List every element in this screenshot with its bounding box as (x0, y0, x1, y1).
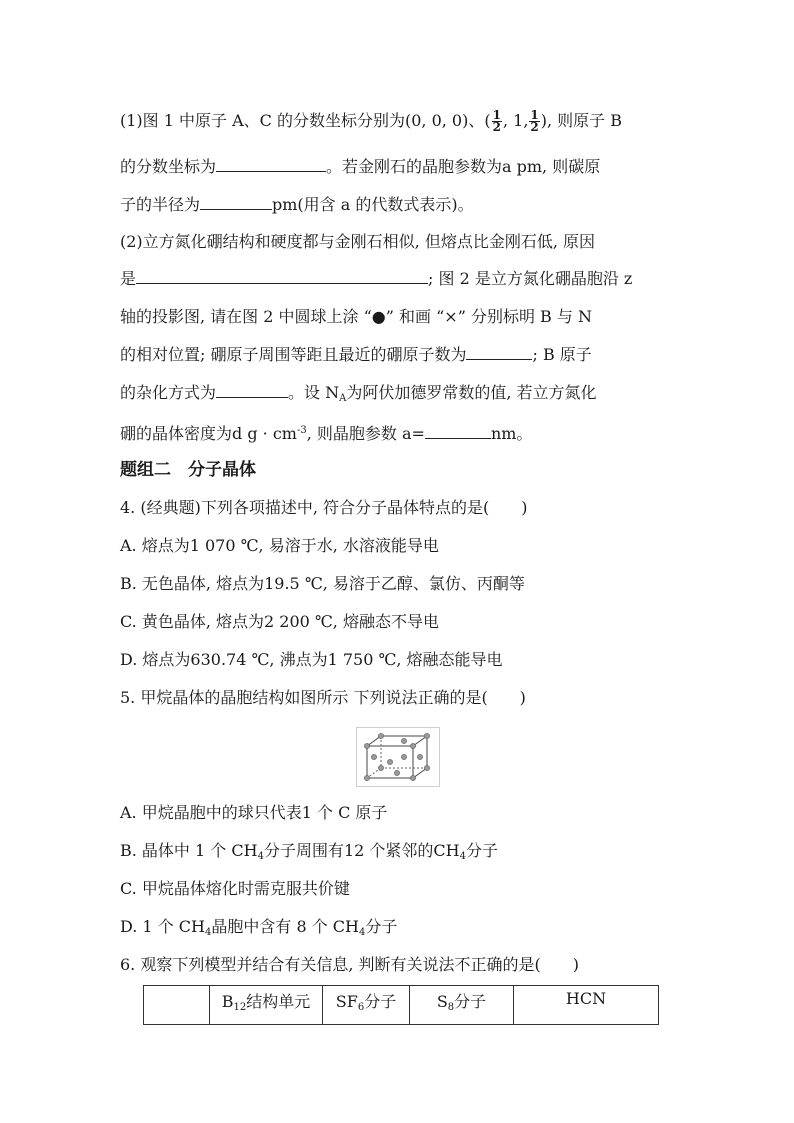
table-row (144, 986, 659, 1025)
q5-option-d[interactable]: D. 1 个 $CH_4$晶胞中含有 8 个 $CH_4$分子 (120, 917, 398, 938)
fraction-half: $\frac{1}{2}$ (530, 108, 539, 134)
q3-p2-line3: 轴的投影图, 请在图 2 中圆球上涂 “●” 和画 “×” 分别标明 B 与 N (120, 307, 592, 326)
q6-model-table (143, 985, 659, 1025)
q5-stem: 5. 甲烷晶体的晶胞结构如图所示 下列说法正确的是( ) (120, 688, 526, 707)
table-header-hcn: HCN (514, 986, 659, 1025)
q4-option-b[interactable]: B. 无色晶体, 熔点为19.5 ℃, 易溶于乙醇、氯仿、丙酮等 (120, 574, 525, 593)
q5-option-c[interactable]: C. 甲烷晶体熔化时需克服共价键 (120, 879, 350, 898)
q3-p2-line4: 的相对位置; 硼原子周围等距且最近的硼原子数为 ; B 原子 (120, 345, 592, 364)
q3-p1-line1: (1)图 1 中原子 A、C 的分数坐标分别为(0, 0, 0)、( $\frac{1}{2}$ , 1, $\frac{1}{2}$ ), 则原子 B (120, 108, 623, 134)
q5-option-b[interactable]: B. 晶体中 1 个 $CH_4$分子周围有12 个紧邻的$CH_4$分子 (120, 841, 498, 862)
answer-blank[interactable] (136, 269, 428, 284)
q4-stem: 4. (经典题)下列各项描述中, 符合分子晶体特点的是( ) (120, 498, 528, 517)
table-header-s8: $S_8$分子 (410, 986, 514, 1025)
q4-option-c[interactable]: C. 黄色晶体, 熔点为2 200 ℃, 熔融态不导电 (120, 612, 439, 631)
methane-unit-cell-figure (356, 727, 440, 787)
answer-blank[interactable] (216, 383, 288, 398)
table-cell-empty (144, 986, 210, 1025)
answer-blank[interactable] (216, 157, 326, 172)
q4-option-d[interactable]: D. 熔点为630.74 ℃, 沸点为1 750 ℃, 熔融态能导电 (120, 650, 503, 669)
table-header-sf6: $SF_6$分子 (323, 986, 410, 1025)
table-header-b12: $B_{12}$结构单元 (210, 986, 323, 1025)
q3-p2-line1: (2)立方氮化硼结构和硬度都与金刚石相似, 但熔点比金刚石低, 原因 (120, 232, 596, 251)
q3-p2-line5: 的杂化方式为 。设 $N_A$为阿伏加德罗常数的值, 若立方氮化 (120, 383, 597, 404)
answer-blank[interactable] (466, 345, 532, 360)
answer-blank[interactable] (425, 424, 491, 439)
q6-stem: 6. 观察下列模型并结合有关信息, 判断有关说法不正确的是( ) (120, 955, 580, 974)
fraction-half: $\frac{1}{2}$ (492, 108, 501, 134)
q3-p2-line2: 是 ; 图 2 是立方氮化硼晶胞沿 z (120, 269, 633, 288)
q5-option-a[interactable]: A. 甲烷晶胞中的球只代表1 个 C 原子 (120, 803, 388, 822)
q3-p1-line3: 子的半径为 pm(用含 a 的代数式表示)。 (120, 195, 474, 214)
q3-p1-line2: 的分数坐标为 。若金刚石的晶胞参数为a pm, 则碳原 (120, 157, 601, 176)
cube-lattice-icon (357, 728, 439, 786)
q3-p2-line6: 硼的晶体密度为d $g \cdot cm^{-3}$, 则晶胞参数 a= nm。 (120, 424, 533, 443)
answer-blank[interactable] (200, 195, 272, 210)
q4-option-a[interactable]: A. 熔点为1 070 ℃, 易溶于水, 水溶液能导电 (120, 536, 439, 555)
section-heading: 题组二 分子晶体 (120, 460, 256, 480)
